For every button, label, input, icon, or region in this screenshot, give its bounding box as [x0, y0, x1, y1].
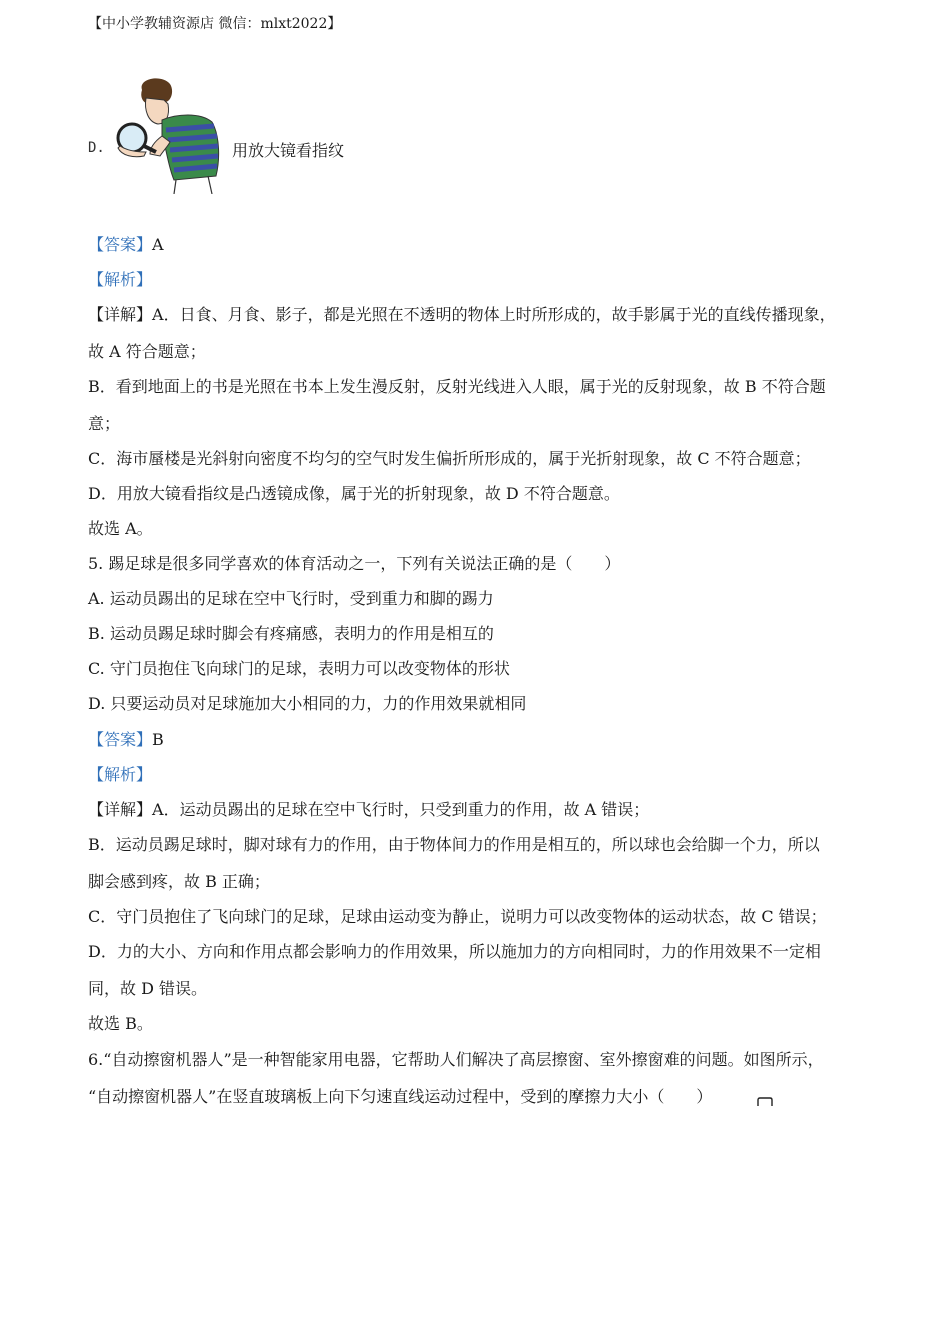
- boy-with-magnifier-icon: [104, 76, 224, 194]
- answer-tag: 【答案】: [88, 730, 153, 749]
- q6-stem-line: 6.“自动擦窗机器人”是一种智能家用电器，它帮助人们解决了高层擦窗、室外擦窗难的问题。如图所示，: [88, 1050, 824, 1069]
- q5-detail-line: [88, 800, 649, 820]
- q4-detail-line: B．看到地面上的书是光照在书本上发生漫反射，反射光线进入人眼，属于光的反射现象，故 B 不符合题: [88, 377, 826, 396]
- detail-text: A．日食、月食、影子，都是光照在不透明的物体上时所形成的，故手影属于光的直线传播现象，: [152, 305, 836, 324]
- q4-detail-line: 故 A 符合题意；: [88, 342, 206, 361]
- q4-detail-line: [88, 305, 836, 325]
- q4-answer: [88, 235, 164, 255]
- answer-tag: 【答案】: [88, 235, 153, 254]
- detail-text: A．运动员踢出的足球在空中飞行时，只受到重力的作用，故 A 错误；: [152, 800, 650, 819]
- option-d-caption: 用放大镜看指纹: [232, 141, 345, 160]
- answer-value: B: [152, 730, 164, 749]
- q5-option-a: A. 运动员踢出的足球在空中飞行时，受到重力和脚的踢力: [88, 589, 494, 608]
- q5-detail-line: C．守门员抱住了飞向球门的足球，足球由运动变为静止，说明力可以改变物体的运动状态，故 C 错误；: [88, 907, 827, 926]
- q5-stem: 5. 踢足球是很多同学喜欢的体育活动之一，下列有关说法正确的是（ ）: [88, 554, 621, 573]
- robot-figure-icon: [757, 1097, 773, 1107]
- q5-conclusion: 故选 B。: [88, 1014, 153, 1033]
- q5-option-d: D. 只要运动员对足球施加大小相同的力，力的作用效果就相同: [88, 694, 527, 713]
- q4-detail-line: 意；: [88, 414, 121, 433]
- q5-detail-line: D．力的大小、方向和作用点都会影响力的作用效果，所以施加力的方向相同时，力的作用效果不一定相: [88, 942, 821, 961]
- q5-detail-line: 脚会感到疼，故 B 正确；: [88, 872, 270, 891]
- answer-value: A: [152, 235, 164, 254]
- q5-detail-line: B．运动员踢足球时，脚对球有力的作用，由于物体间力的作用是相互的，所以球也会给脚一个力，所以: [88, 835, 820, 854]
- q6-stem-line: “自动擦窗机器人”在竖直玻璃板上向下匀速直线运动过程中，受到的摩擦力大小（ ）: [88, 1087, 713, 1106]
- q5-analysis-tag: 【解析】: [88, 765, 153, 784]
- q4-detail-line: C．海市蜃楼是光斜射向密度不均匀的空气时发生偏折所形成的，属于光折射现象，故 C 不符合题意；: [88, 449, 811, 468]
- q5-option-b: B. 运动员踢足球时脚会有疼痛感，表明力的作用是相互的: [88, 624, 494, 643]
- q4-analysis-tag: 【解析】: [88, 270, 153, 289]
- q5-option-c: C. 守门员抱住飞向球门的足球，表明力可以改变物体的形状: [88, 659, 510, 678]
- q4-detail-line: D．用放大镜看指纹是凸透镜成像，属于光的折射现象，故 D 不符合题意。: [88, 484, 620, 503]
- detail-tag: 【详解】: [88, 305, 153, 324]
- option-d-letter: D.: [88, 140, 105, 156]
- detail-tag: 【详解】: [88, 800, 153, 819]
- page-header: 【中小学教辅资源店 微信：mlxt2022】: [88, 16, 342, 32]
- q5-detail-line: 同，故 D 错误。: [88, 979, 208, 998]
- q5-answer: [88, 730, 164, 750]
- q4-conclusion: 故选 A。: [88, 519, 153, 538]
